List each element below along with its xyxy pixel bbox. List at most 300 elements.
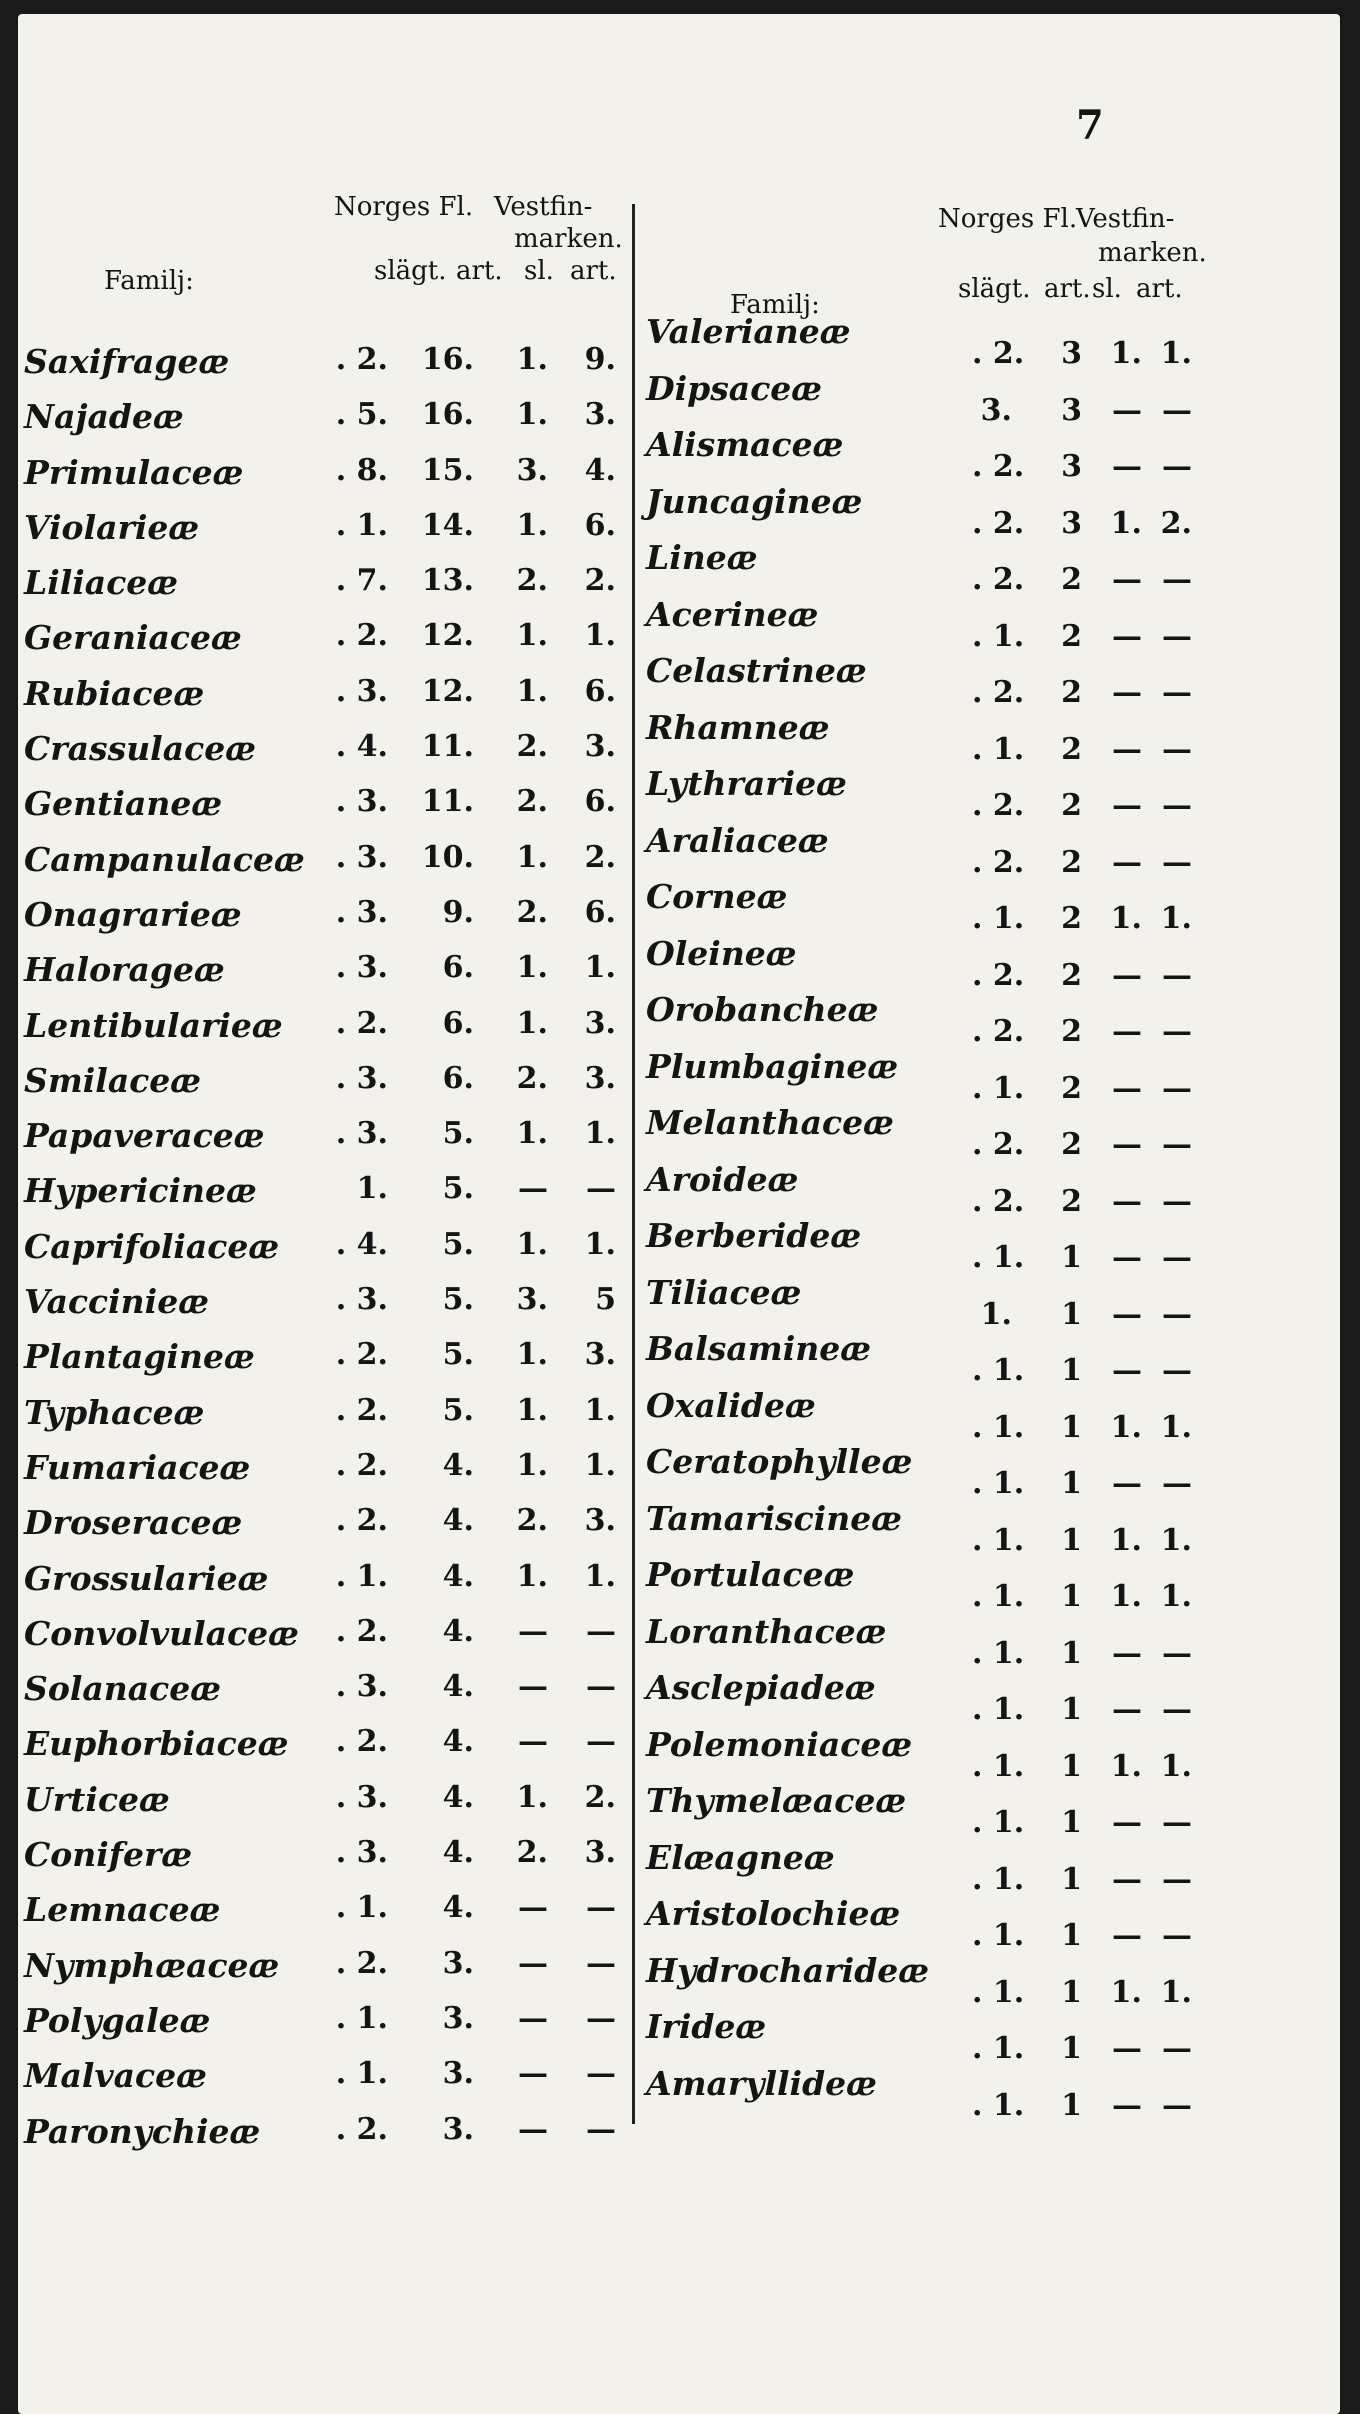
genera-norway-cell: . 4. — [335, 729, 388, 765]
species-vestfinmarken-cell: — — [1162, 1240, 1192, 1275]
header-sl: sl. — [524, 256, 554, 286]
table-row — [24, 1716, 632, 1771]
genera-norway-cell: . 2. — [335, 2111, 388, 2147]
table-row — [646, 651, 1206, 708]
species-vestfinmarken-cell: 2. — [584, 839, 616, 875]
genera-norway-cell: . 2. — [972, 844, 1025, 880]
species-norway-cell: 5. — [442, 1282, 474, 1318]
table-row — [646, 425, 1206, 482]
species-vestfinmarken-cell: 1. — [1160, 336, 1192, 371]
genera-vestfinmarken-cell: 1. — [516, 397, 548, 433]
genera-norway-cell: . 3. — [335, 1060, 388, 1096]
species-vestfinmarken-cell: — — [1162, 1353, 1192, 1388]
table-row — [24, 1551, 632, 1606]
family-name: Droseraceæ — [24, 1503, 243, 1543]
table-row — [646, 821, 1206, 878]
header-marken: marken. — [514, 224, 623, 254]
genera-vestfinmarken-cell: 2. — [516, 894, 548, 930]
table-row — [24, 1163, 632, 1218]
species-vestfinmarken-cell: 6. — [584, 507, 616, 543]
family-name: Paronychieæ — [24, 2111, 261, 2151]
species-norway-cell: 4. — [442, 1558, 474, 1594]
species-norway-cell: 1 — [1061, 1579, 1082, 1614]
family-name: Lemnaceæ — [24, 1890, 221, 1930]
species-norway-cell: 9. — [442, 894, 474, 930]
family-name: Oxalideæ — [646, 1385, 816, 1425]
genera-vestfinmarken-cell: 3. — [516, 1282, 548, 1318]
header-slagt: slägt. — [958, 274, 1031, 304]
column-divider — [632, 204, 635, 2124]
genera-vestfinmarken-cell: 1. — [1110, 505, 1142, 541]
genera-vestfinmarken-cell: — — [518, 1669, 548, 1705]
genera-norway-cell: . 1. — [972, 1409, 1025, 1445]
genera-norway-cell: . 2. — [972, 675, 1025, 710]
table-row — [24, 776, 632, 831]
species-norway-cell: 1 — [1061, 1748, 1082, 1784]
table-row — [24, 942, 632, 997]
species-norway-cell: 3. — [442, 2000, 474, 2036]
genera-vestfinmarken-cell: 1. — [516, 1005, 548, 1041]
genera-vestfinmarken-cell: — — [1112, 1296, 1142, 1332]
family-name: Elæagneæ — [646, 1837, 835, 1877]
family-name: Orobancheæ — [646, 990, 879, 1029]
family-name: Campanulaceæ — [24, 839, 305, 879]
genera-norway-cell: . 3. — [335, 784, 388, 820]
table-row — [646, 1781, 1206, 1838]
table-row — [24, 1993, 632, 2048]
genera-norway-cell: . 1. — [972, 1805, 1025, 1840]
genera-vestfinmarken-cell: 1. — [516, 1116, 548, 1152]
genera-norway-cell: . 1. — [972, 1466, 1025, 1501]
species-norway-cell: 4. — [442, 1669, 474, 1705]
family-name: Crassulaceæ — [24, 729, 256, 769]
header-art: art. — [1044, 274, 1091, 304]
family-name: Oleineæ — [646, 933, 797, 973]
species-vestfinmarken-cell: — — [1162, 562, 1192, 597]
species-norway-cell: 2 — [1061, 675, 1082, 710]
genera-norway-cell: . 3. — [335, 1779, 388, 1815]
genera-vestfinmarken-cell: — — [1112, 392, 1142, 428]
species-norway-cell: 4. — [442, 1613, 474, 1649]
family-name: Violarieæ — [24, 507, 200, 547]
family-name: Saxifrageæ — [24, 342, 230, 381]
species-vestfinmarken-cell: — — [1162, 1127, 1192, 1162]
family-name: Valerianeæ — [646, 312, 851, 351]
family-name: Irideæ — [646, 2007, 767, 2046]
header-art: art. — [456, 256, 503, 286]
table-row — [24, 1053, 632, 1108]
family-name: Grossularieæ — [24, 1558, 269, 1598]
genera-norway-cell: . 1. — [335, 2000, 388, 2036]
species-norway-cell: 3 — [1061, 336, 1082, 371]
table-row — [646, 1160, 1206, 1217]
species-norway-cell: 1 — [1061, 1353, 1082, 1388]
species-vestfinmarken-cell: 3. — [584, 1835, 616, 1871]
table-row — [24, 2048, 632, 2103]
genera-vestfinmarken-cell: 1. — [516, 1337, 548, 1373]
species-norway-cell: 2 — [1061, 1183, 1082, 1219]
header-sl: sl. — [1092, 274, 1122, 304]
species-vestfinmarken-cell: — — [1162, 1183, 1192, 1219]
family-name: Halorageæ — [24, 950, 225, 990]
table-row — [646, 482, 1206, 539]
table-row — [646, 1386, 1206, 1443]
family-name: Portulaceæ — [646, 1555, 855, 1594]
genera-norway-cell: . 2. — [335, 1447, 388, 1483]
genera-vestfinmarken-cell: 1. — [1110, 1748, 1142, 1784]
table-row — [24, 1329, 632, 1384]
family-name: Convolvulaceæ — [24, 1613, 299, 1653]
table-row — [646, 990, 1206, 1047]
table-row — [24, 1661, 632, 1716]
species-norway-cell: 3. — [442, 1945, 474, 1981]
species-norway-cell: 6. — [442, 950, 474, 986]
table-row — [24, 555, 632, 610]
species-norway-cell: 1 — [1061, 1522, 1082, 1558]
species-vestfinmarken-cell: 3. — [584, 1005, 616, 1041]
species-vestfinmarken-cell: 1. — [1160, 901, 1192, 936]
family-name: Berberideæ — [646, 1216, 862, 1255]
species-vestfinmarken-cell: — — [1162, 1861, 1192, 1897]
genera-vestfinmarken-cell: — — [518, 2111, 548, 2147]
family-name: Hydrocharideæ — [646, 1950, 930, 1990]
genera-vestfinmarken-cell: — — [1112, 1240, 1142, 1275]
genera-vestfinmarken-cell: — — [518, 1945, 548, 1981]
table-row — [646, 595, 1206, 652]
genera-norway-cell: . 1. — [972, 901, 1025, 936]
family-name: Fumariaceæ — [24, 1447, 251, 1487]
table-row — [646, 1329, 1206, 1386]
table-row — [646, 1725, 1206, 1782]
genera-norway-cell: . 3. — [335, 1669, 388, 1705]
species-vestfinmarken-cell: 1. — [584, 950, 616, 986]
species-vestfinmarken-cell: — — [586, 1669, 616, 1705]
genera-vestfinmarken-cell: 2. — [516, 1060, 548, 1096]
table-row — [24, 1827, 632, 1882]
species-norway-cell: 1 — [1061, 2031, 1082, 2066]
genera-vestfinmarken-cell: — — [1112, 1127, 1142, 1162]
table-row — [646, 934, 1206, 991]
species-norway-cell: 4. — [442, 1447, 474, 1483]
genera-vestfinmarken-cell: 1. — [1110, 1974, 1142, 2010]
genera-vestfinmarken-cell: 3. — [516, 452, 548, 488]
species-norway-cell: 4. — [442, 1779, 474, 1815]
species-norway-cell: 4. — [442, 1835, 474, 1871]
family-name: Balsamineæ — [646, 1329, 871, 1368]
genera-norway-cell: . 1. — [972, 2087, 1025, 2123]
family-name: Najadeæ — [24, 397, 184, 437]
right-table-rows — [646, 312, 1206, 2123]
species-norway-cell: 2 — [1061, 844, 1082, 880]
left-table-rows — [24, 334, 632, 2159]
species-norway-cell: 11. — [421, 729, 474, 765]
genera-vestfinmarken-cell: 2. — [516, 729, 548, 765]
species-norway-cell: 4. — [442, 1503, 474, 1539]
family-name: Plumbagineæ — [646, 1046, 899, 1086]
genera-norway-cell: . 2. — [335, 1945, 388, 1981]
genera-norway-cell: . 2. — [972, 562, 1025, 597]
species-vestfinmarken-cell: — — [1162, 844, 1192, 880]
species-vestfinmarken-cell: — — [586, 2056, 616, 2092]
header-art-2: art. — [1136, 274, 1183, 304]
genera-norway-cell: . 1. — [335, 2056, 388, 2092]
family-name: Hypericineæ — [24, 1171, 257, 1211]
book-page — [18, 14, 1340, 2414]
family-name: Typhaceæ — [24, 1392, 205, 1432]
species-vestfinmarken-cell: — — [1162, 1692, 1192, 1727]
genera-norway-cell: . 2. — [972, 449, 1025, 484]
species-vestfinmarken-cell: 3. — [584, 1503, 616, 1539]
table-row — [646, 1499, 1206, 1556]
species-vestfinmarken-cell: — — [1162, 731, 1192, 767]
genera-vestfinmarken-cell: 1. — [516, 618, 548, 654]
genera-norway-cell: . 2. — [972, 1127, 1025, 1162]
species-norway-cell: 2 — [1061, 1127, 1082, 1162]
family-name: Lythrarieæ — [646, 764, 847, 803]
genera-vestfinmarken-cell: 1. — [516, 507, 548, 543]
right-table-header — [646, 194, 1207, 320]
species-norway-cell: 2 — [1061, 957, 1082, 993]
table-row — [24, 389, 632, 444]
genera-norway-cell: . 2. — [972, 505, 1025, 541]
species-norway-cell: 16. — [421, 342, 474, 377]
genera-vestfinmarken-cell: — — [1112, 788, 1142, 823]
species-norway-cell: 1 — [1061, 1805, 1082, 1840]
family-name: Lentibularieæ — [24, 1005, 283, 1045]
table-row — [24, 1108, 632, 1163]
species-vestfinmarken-cell: — — [586, 1171, 616, 1207]
genera-vestfinmarken-cell: 1. — [516, 342, 548, 377]
species-vestfinmarken-cell: 1. — [584, 1447, 616, 1483]
species-norway-cell: 5. — [442, 1116, 474, 1152]
table-row — [24, 1274, 632, 1329]
genera-norway-cell: . 7. — [335, 563, 388, 599]
table-row — [646, 312, 1206, 369]
table-row — [646, 2007, 1206, 2064]
genera-norway-cell: . 3. — [335, 950, 388, 986]
genera-vestfinmarken-cell: — — [518, 1724, 548, 1760]
table-row — [24, 721, 632, 776]
species-vestfinmarken-cell: 1. — [1160, 1748, 1192, 1784]
genera-norway-cell: . 2. — [335, 1503, 388, 1539]
genera-vestfinmarken-cell: 1. — [516, 839, 548, 875]
header-slagt: slägt. — [374, 256, 447, 286]
family-name: Ceratophylleæ — [646, 1442, 913, 1481]
species-vestfinmarken-cell: — — [1162, 957, 1192, 993]
species-norway-cell: 1 — [1061, 1635, 1082, 1671]
species-norway-cell: 1 — [1061, 1861, 1082, 1897]
family-name: Papaveraceæ — [24, 1116, 265, 1156]
genera-norway-cell: . 2. — [335, 1005, 388, 1041]
genera-norway-cell: . 2. — [335, 1392, 388, 1428]
genera-norway-cell: . 3. — [335, 673, 388, 709]
species-vestfinmarken-cell: — — [1162, 2031, 1192, 2066]
genera-norway-cell: . 2. — [972, 957, 1025, 993]
family-name: Geraniaceæ — [24, 618, 242, 658]
genera-norway-cell: . 3. — [335, 894, 388, 930]
genera-norway-cell: . 1. — [972, 1240, 1025, 1275]
species-vestfinmarken-cell: — — [1162, 1805, 1192, 1840]
species-norway-cell: 2 — [1061, 788, 1082, 823]
species-norway-cell: 1 — [1061, 1974, 1082, 2010]
family-name: Vaccinieæ — [24, 1282, 209, 1322]
family-name: Solanaceæ — [24, 1669, 221, 1709]
species-vestfinmarken-cell: 1. — [584, 618, 616, 654]
species-vestfinmarken-cell: 2. — [1160, 505, 1192, 541]
genera-norway-cell: . 3. — [335, 1116, 388, 1152]
table-row — [24, 445, 632, 500]
genera-vestfinmarken-cell: 2. — [516, 1835, 548, 1871]
table-row — [24, 1606, 632, 1661]
genera-vestfinmarken-cell: 1. — [1110, 1522, 1142, 1558]
table-row — [646, 1047, 1206, 1104]
header-marken: marken. — [1098, 238, 1207, 268]
species-norway-cell: 1 — [1061, 1918, 1082, 1953]
species-norway-cell: 1 — [1061, 1409, 1082, 1445]
genera-norway-cell: 3. — [980, 392, 1012, 428]
species-norway-cell: 16. — [421, 397, 474, 433]
genera-vestfinmarken-cell: 1. — [1110, 1579, 1142, 1614]
table-row — [24, 334, 632, 389]
family-name: Tiliaceæ — [646, 1272, 802, 1312]
table-row — [24, 887, 632, 942]
family-name: Smilaceæ — [24, 1060, 202, 1100]
species-norway-cell: 3 — [1061, 449, 1082, 484]
genera-vestfinmarken-cell: — — [518, 1613, 548, 1649]
species-vestfinmarken-cell: — — [1162, 675, 1192, 710]
family-name: Caprifoliaceæ — [24, 1226, 280, 1266]
species-norway-cell: 1 — [1061, 2087, 1082, 2123]
genera-vestfinmarken-cell: — — [1112, 1692, 1142, 1727]
species-vestfinmarken-cell: 4. — [584, 452, 616, 488]
species-norway-cell: 2 — [1061, 562, 1082, 597]
species-vestfinmarken-cell: — — [1162, 618, 1192, 654]
table-row — [24, 1219, 632, 1274]
genera-norway-cell: . 4. — [335, 1226, 388, 1262]
header-vestfin: Vestfin- — [1076, 204, 1175, 234]
genera-vestfinmarken-cell: — — [1112, 562, 1142, 597]
family-name: Liliaceæ — [24, 563, 179, 603]
species-vestfinmarken-cell: 1. — [584, 1558, 616, 1594]
family-name: Rhamneæ — [646, 707, 830, 747]
family-name: Onagrarieæ — [24, 894, 242, 934]
table-row — [24, 1440, 632, 1495]
species-vestfinmarken-cell: — — [586, 1945, 616, 1981]
genera-norway-cell: . 1. — [335, 1890, 388, 1926]
genera-norway-cell: . 5. — [335, 397, 388, 433]
table-row — [646, 1442, 1206, 1499]
genera-norway-cell: . 1. — [972, 1692, 1025, 1727]
species-vestfinmarken-cell: — — [586, 1890, 616, 1926]
genera-norway-cell: . 2. — [972, 1014, 1025, 1049]
species-norway-cell: 2 — [1061, 1070, 1082, 1106]
family-name: Acerineæ — [646, 594, 819, 634]
family-name: Melanthaceæ — [646, 1103, 894, 1142]
species-norway-cell: 2 — [1061, 901, 1082, 936]
table-row — [646, 708, 1206, 765]
genera-norway-cell: . 8. — [335, 452, 388, 488]
species-norway-cell: 5. — [442, 1392, 474, 1428]
table-row — [646, 1612, 1206, 1669]
species-vestfinmarken-cell: 1. — [1160, 1522, 1192, 1558]
genera-norway-cell: . 2. — [335, 342, 388, 377]
species-norway-cell: 6. — [442, 1005, 474, 1041]
table-row — [646, 1668, 1206, 1725]
genera-vestfinmarken-cell: 1. — [516, 1447, 548, 1483]
family-name: Polemoniaceæ — [646, 1724, 913, 1764]
species-norway-cell: 11. — [421, 784, 474, 820]
genera-norway-cell: . 1. — [972, 618, 1025, 654]
table-row — [646, 877, 1206, 934]
genera-norway-cell: . 2. — [972, 1183, 1025, 1219]
species-norway-cell: 12. — [421, 673, 474, 709]
family-name: Rubiaceæ — [24, 673, 205, 713]
species-vestfinmarken-cell: 1. — [584, 1226, 616, 1262]
species-norway-cell: 3. — [442, 2111, 474, 2147]
family-name: Primulaceæ — [24, 452, 244, 492]
species-norway-cell: 15. — [421, 452, 474, 488]
genera-vestfinmarken-cell: — — [518, 1171, 548, 1207]
table-row — [24, 1938, 632, 1993]
family-name: Nymphæaceæ — [24, 1945, 280, 1985]
species-vestfinmarken-cell: — — [1162, 1918, 1192, 1953]
table-row — [646, 538, 1206, 595]
family-name: Alismaceæ — [646, 425, 844, 464]
table-row — [24, 832, 632, 887]
species-vestfinmarken-cell: — — [586, 1613, 616, 1649]
genera-norway-cell: . 2. — [335, 1613, 388, 1649]
genera-vestfinmarken-cell: 1. — [516, 950, 548, 986]
genera-vestfinmarken-cell: — — [1112, 675, 1142, 710]
genera-norway-cell: . 2. — [335, 618, 388, 654]
genera-vestfinmarken-cell: 1. — [1110, 336, 1142, 371]
family-name: Urticeæ — [24, 1779, 170, 1819]
header-norges-fl: Norges Fl. — [938, 204, 1078, 234]
species-norway-cell: 13. — [421, 563, 474, 599]
species-vestfinmarken-cell: — — [1162, 2087, 1192, 2123]
family-name: Euphorbiaceæ — [24, 1724, 289, 1764]
genera-norway-cell: . 3. — [335, 1282, 388, 1318]
species-vestfinmarken-cell: 3. — [584, 729, 616, 765]
genera-norway-cell: . 1. — [972, 1522, 1025, 1558]
genera-vestfinmarken-cell: 1. — [516, 673, 548, 709]
genera-norway-cell: . 2. — [972, 336, 1025, 371]
species-vestfinmarken-cell: 1. — [1160, 1579, 1192, 1614]
species-vestfinmarken-cell: — — [586, 2000, 616, 2036]
table-row — [24, 998, 632, 1053]
species-vestfinmarken-cell: 6. — [584, 673, 616, 709]
genera-norway-cell: . 1. — [972, 1861, 1025, 1897]
genera-norway-cell: . 1. — [972, 1635, 1025, 1671]
family-name: Aristolochieæ — [646, 1894, 901, 1933]
species-vestfinmarken-cell: — — [1162, 788, 1192, 823]
genera-vestfinmarken-cell: — — [1112, 449, 1142, 484]
genera-vestfinmarken-cell: 1. — [516, 1226, 548, 1262]
genera-vestfinmarken-cell: 1. — [516, 1392, 548, 1428]
species-norway-cell: 1 — [1061, 1240, 1082, 1275]
species-norway-cell: 5. — [442, 1337, 474, 1373]
genera-vestfinmarken-cell: 2. — [516, 784, 548, 820]
genera-norway-cell: . 3. — [335, 839, 388, 875]
species-vestfinmarken-cell: 6. — [584, 784, 616, 820]
species-vestfinmarken-cell: 3. — [584, 1060, 616, 1096]
genera-vestfinmarken-cell: — — [1112, 844, 1142, 880]
family-name: Celastrineæ — [646, 651, 867, 690]
species-vestfinmarken-cell: 1. — [584, 1116, 616, 1152]
species-vestfinmarken-cell: 6. — [584, 894, 616, 930]
genera-vestfinmarken-cell: — — [1112, 2087, 1142, 2123]
genera-vestfinmarken-cell: — — [1112, 1861, 1142, 1897]
